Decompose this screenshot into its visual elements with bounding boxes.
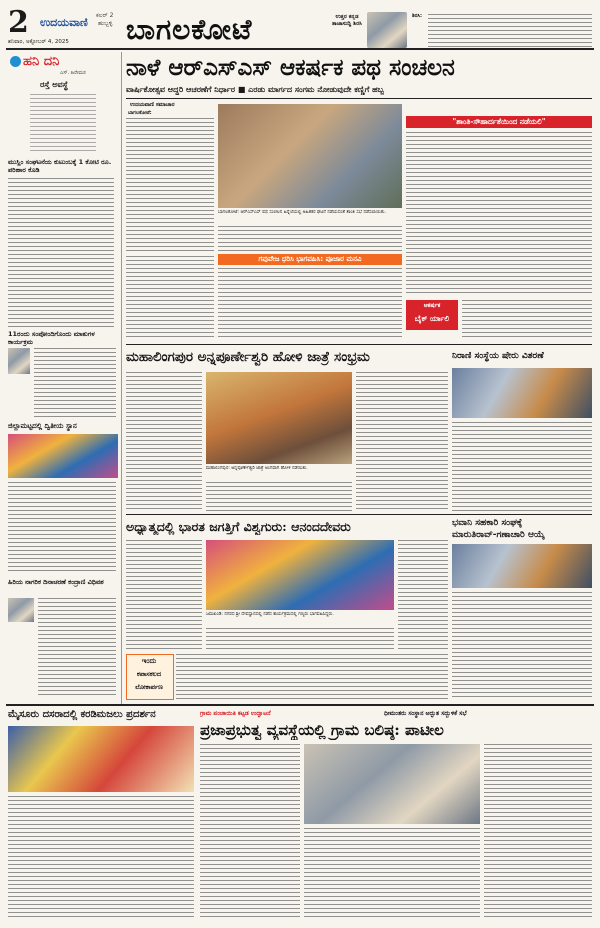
date-line: ಶನಿವಾರ, ಅಕ್ಟೋಬರ್ 4, 2025	[8, 39, 69, 45]
page-number: 2	[8, 5, 29, 40]
section-rule-1	[126, 344, 592, 345]
brief1-photo	[8, 348, 30, 374]
lead-sidebar-banner: "ಶಾಂತಿ-ಸೌಹಾರ್ದತೆಯಿಂದ ನಡೆಯಲಿ"	[406, 116, 592, 128]
quote-title: ಮುಸ್ಲಿಂ ಸಂಘಟನೆಯ ಕುಟುಂಬಕ್ಕೆ 1 ಕೋಟಿ ರೂ. ಪರಿಹಾರ ಕೊಡಿ	[8, 158, 112, 174]
mahalingapura-headline: ಮಹಾಲಿಂಗಪುರ ಅನ್ನಪೂರ್ಣೇಶ್ವರಿ ಹೋಳಿ ಜಾತ್ರೆ ಸಂಭ್ರಮ	[126, 349, 370, 365]
nirani-headline: ನಿರಾಣಿ ಸಂಸ್ಥೆಯ ಷೇರು ವಿತರಣೆ	[452, 351, 544, 361]
lead-body-col1-cont	[126, 256, 214, 340]
brief2-body	[8, 482, 116, 574]
kapasakala-body	[176, 654, 448, 702]
lead-body-col1	[126, 118, 214, 252]
gram-body-col3	[484, 744, 592, 918]
adhyatma-photo	[206, 540, 394, 610]
feature-label: ಉತ್ತರ ಕನ್ನಡ ತಾಜಾಸುದ್ದಿ ಶಿರಸಿ	[332, 14, 362, 27]
bhavani-body	[452, 592, 592, 700]
bhavani-headline-1: ಭವಾನಿ ಸಹಕಾರಿ ಸಂಘಕ್ಕೆ	[452, 518, 523, 528]
brief1-body	[34, 348, 116, 418]
honey-logo-icon	[10, 56, 21, 67]
adhyatma-headline: ಅಧ್ಯಾತ್ಮದಲ್ಲಿ ಭಾರತ ಜಗತ್ತಿಗೆ ವಿಶ್ವಗುರು: ಆನಂದದೇವರು	[126, 519, 351, 534]
brief3-body	[38, 598, 116, 696]
gram-body-col1	[200, 744, 300, 918]
lead-sidebar-body	[406, 132, 592, 296]
gram-headline: ಪ್ರಜಾಪ್ರಭುತ್ವ ವ್ಯವಸ್ಥೆಯಲ್ಲಿ ಗ್ರಾಮ ಬಲಿಷ್ಠ: ಪಾಟೀಲ	[200, 721, 444, 739]
honey-brand: ಹನಿ ದನಿ	[23, 54, 60, 69]
honey-author: ಎಸ್. ಹಿರೇಮಠ	[60, 70, 86, 76]
lead-headline: ನಾಳೆ ಆರ್‌ಎಸ್‌ಎಸ್ ಆಕರ್ಷಕ ಪಥ ಸಂಚಲನ	[126, 54, 455, 81]
gauvaje-headline: ಗವುವೇಜ ಧರಿಸಿ ಭಾಗವಹಿಸಿ: ಪೂಜಾರ ಮನವಿ	[218, 254, 402, 265]
brand-name: ಉದಯವಾಣಿ	[40, 16, 88, 29]
mysuru-body	[8, 796, 194, 918]
gauvaje-body	[218, 268, 402, 340]
columnist-photo	[367, 12, 407, 48]
brief2-title: ಜಿಲ್ಲಾಮಟ್ಟದಲ್ಲಿ ದ್ವಿತೀಯ ಸ್ಥಾನ	[8, 422, 77, 430]
mahalingapura-body-col2	[206, 482, 352, 512]
mahalingapura-caption: ಮಹಾಲಿಂಗಪುರ: ಅನ್ನಪೂರ್ಣೇಶ್ವರಿ ಜಾತ್ರೆ ಅಂಗವಾಗಿ ಹೋಳಿ ನಡೆಯಿತು.	[206, 466, 308, 471]
mahalingapura-body-col1	[126, 372, 202, 510]
lead-rule	[126, 98, 592, 99]
bike-rally-body	[462, 300, 592, 340]
brand-sub: ಹುಬ್ಬಳ್ಳಿ	[98, 20, 113, 27]
bike-rally-label-top: ಆಕರ್ಷಕ	[423, 302, 441, 309]
lead-subhead: ವಾರ್ಷಿಕೋತ್ಸವ ಆದ್ದರಿ ಆಚರಣೆಗೆ ನಿರ್ಧಾರ ■ ಎರಡು ಮಾರ್ಗದ ಸಂಗಮ ನೋಡುವುದೇ ಕಣ್ಣಿಗೆ ಹಬ್ಬ	[126, 85, 384, 94]
district-title: ಬಾಗಲಕೋಟೆ	[126, 14, 253, 46]
bhavani-headline-2: ಮಾರುತಿರಾವ್-ಗಣಾಚಾರಿ ಆಯ್ಕೆ	[452, 530, 545, 540]
adhyatma-caption: ಜಮಖಂಡಿ: ನಗರದ ಶ್ರೀ ದೇವಸ್ಥಾನದಲ್ಲಿ ನಡೆದ ಕಾರ್ಯಕ್ರಮದಲ್ಲಿ ಗಣ್ಯರು ಭಾಗವಹಿಸಿದ್ದರು.	[206, 612, 334, 617]
side-brief-text	[428, 14, 592, 48]
nirani-photo	[452, 368, 592, 418]
brief3-photo	[8, 598, 34, 622]
lead-photo	[218, 104, 402, 208]
section-rule-3	[6, 704, 594, 706]
left-column-rule	[121, 52, 122, 704]
mysuru-headline: ಮೈಸೂರು ದಸರಾದಲ್ಲಿ ಕರಡಿಮಜಲು ಪ್ರದರ್ಶನ	[8, 709, 156, 720]
mahalingapura-body-col3	[356, 372, 448, 512]
bhavani-photo	[452, 544, 592, 588]
kapasakala-line3: ಲೋಕಾರ್ಪಣ	[135, 683, 163, 691]
honey-title: ರಸ್ತೆ ಅವಸ್ಥೆ	[40, 80, 69, 89]
brief1-title: 11ರಂದು ಸಂಪೋಂದಿಗೊಂದು ಮಾತುಗಳ ಕಾರ್ಯಕ್ರಮ	[8, 330, 95, 346]
gram-kicker-right: ಧೀಮಂತರು ಸಂಸ್ಥಾನ ಅದ್ಭುತ ಸದ್ಬುಳಿಕೆ ಸಭೆ	[384, 710, 467, 717]
brief2-photo	[8, 434, 118, 478]
gram-body-col2	[304, 828, 480, 918]
side-brief-label: ಶಿರಸಿ:	[412, 13, 423, 19]
adhyatma-body-col1	[126, 540, 202, 650]
bike-rally-label-bottom: ಬೈಕ್ ರ್ಯಾಲಿ	[414, 314, 450, 323]
lead-dateline: ಬಾಗಲಕೋಟೆ:	[128, 110, 152, 116]
brief3-title: ಹಿರಿಯ ನಾಗರಿಕ ದಿನಾಚರಣೆ ಕಂದ್ರಾಣಿ ವಿಧಿವಶ	[8, 578, 104, 586]
adhyatma-body-col3	[398, 540, 448, 650]
quote-body	[8, 178, 114, 328]
section-rule-2	[126, 514, 592, 515]
top-tag: ಕಲರ್ 2	[96, 12, 114, 19]
lead-body-col2	[218, 226, 402, 252]
adhyatma-body-col2	[206, 628, 394, 650]
kapasakala-line1: ಇಂದು	[141, 657, 157, 665]
gram-photo	[304, 744, 480, 824]
lead-byline: ಉದಯವಾಣಿ ಸಮಾಚಾರ	[130, 102, 175, 108]
mahalingapura-photo	[206, 372, 352, 464]
gram-kicker-left: ಗ್ರಾಮ ಪಂಚಾಯಿತಿ ಕಟ್ಟಡ ಉದ್ಘಾಟನೆ	[200, 710, 271, 717]
kapasakala-line2: ಕಪಾಸಕಲದ	[136, 670, 162, 678]
lead-photo-caption: ಬಾಗಲಕೋಟೆ: ಆರ್‌ಎಸ್‌ಎಸ್ ಪಥ ಸಂಚಲನ ಹಿನ್ನೆಲೆಯಲ್ಲಿ ಅಹಿತಕರ ಘಟನೆ ನಡೆಯದಂತೆ ಶಾಂತಿ ಸಭೆ ನಡೆಸಲಾಯಿತು.	[218, 210, 386, 215]
masthead-rule	[6, 48, 594, 50]
nirani-body	[452, 422, 592, 512]
mysuru-photo	[8, 726, 194, 792]
honey-verse	[30, 94, 96, 154]
